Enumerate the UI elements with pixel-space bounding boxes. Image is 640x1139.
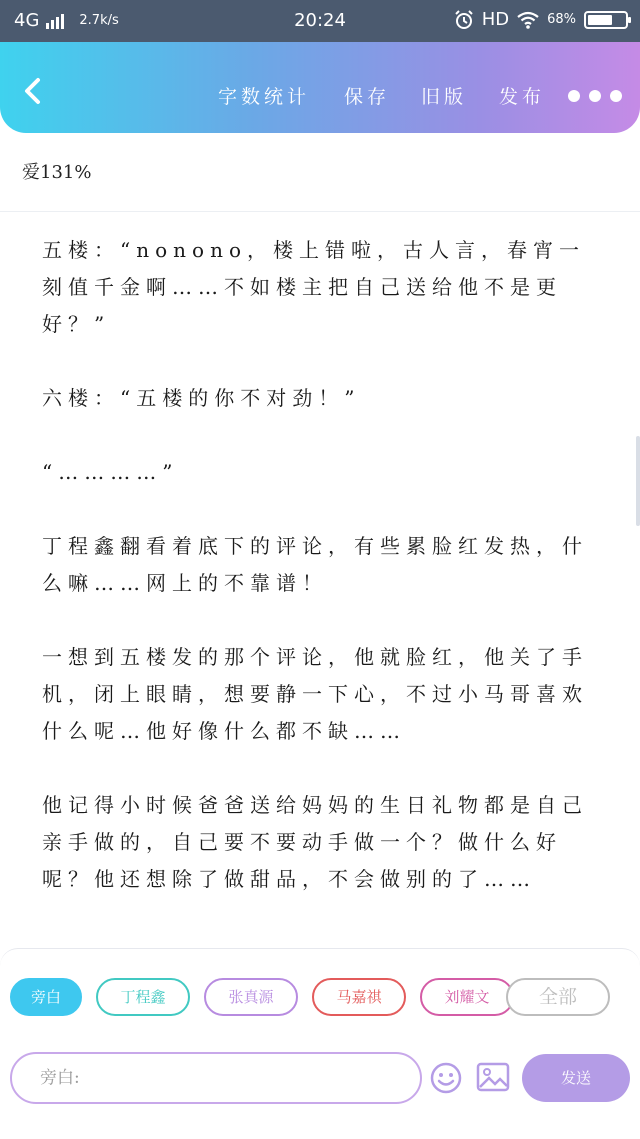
chip-liu-yaowen[interactable]: 刘耀文	[420, 978, 514, 1016]
chip-narrator[interactable]: 旁白	[10, 978, 82, 1016]
alarm-icon	[454, 10, 474, 30]
paragraph: 丁程鑫翻看着底下的评论，有些累脸红发热，什么嘛……网上的不靠谱！	[42, 534, 588, 595]
composer-panel	[0, 948, 640, 1139]
old-version-button[interactable]: 旧版	[421, 86, 468, 108]
more-options-icon[interactable]	[568, 90, 622, 102]
header-bar	[0, 0, 640, 133]
paragraph: “…………”	[42, 460, 179, 484]
chapter-title[interactable]: 爱131%	[22, 162, 92, 183]
paragraph: 六楼：“五楼的你不对劲！”	[42, 386, 361, 410]
scrollbar[interactable]	[636, 436, 640, 526]
chip-zhang-zhenyuan[interactable]: 张真源	[204, 978, 298, 1016]
battery-icon	[584, 11, 628, 29]
paragraph: 五楼：“nonono，楼上错啦，古人言，春宵一刻值千金啊……不如楼主把自己送给他不是更好？”	[42, 238, 585, 336]
send-button[interactable]: 发送	[522, 1054, 630, 1102]
clock: 20:24	[294, 10, 346, 31]
message-input[interactable]: 旁白:	[10, 1052, 422, 1104]
emoji-icon[interactable]	[430, 1062, 462, 1094]
title-area[interactable]	[0, 133, 640, 212]
chip-ma-jiaqi[interactable]: 马嘉祺	[312, 978, 406, 1016]
chip-ding-chengxin[interactable]: 丁程鑫	[96, 978, 190, 1016]
back-arrow-icon[interactable]	[20, 76, 46, 106]
composer-row	[10, 1052, 630, 1106]
publish-button[interactable]: 发布	[499, 86, 546, 108]
chip-all[interactable]: 全部	[506, 978, 610, 1016]
battery-percent: 68%	[547, 12, 576, 27]
save-button[interactable]: 保存	[344, 86, 391, 108]
hd-indicator: HD	[481, 9, 510, 30]
paragraph: 一想到五楼发的那个评论，他就脸红，他关了手机，闭上眼睛，想要静一下心，不过小马哥喜欢什么呢…他好像什么都不缺……	[42, 645, 588, 743]
editor-toolbar	[0, 42, 640, 133]
paragraph: 他记得小时候爸爸送给妈妈的生日礼物都是自己亲手做的，自己要不要动手做一个？做什么好呢？他还想除了做甜品，不会做别的了……	[42, 793, 588, 891]
network-indicator: 4G	[14, 10, 40, 31]
status-bar	[0, 0, 640, 42]
wifi-icon	[517, 11, 539, 29]
image-icon[interactable]	[476, 1062, 510, 1092]
word-count-button[interactable]: 字数统计	[218, 86, 311, 108]
story-content[interactable]	[42, 232, 592, 935]
network-speed: 2.7k/s	[79, 13, 119, 28]
